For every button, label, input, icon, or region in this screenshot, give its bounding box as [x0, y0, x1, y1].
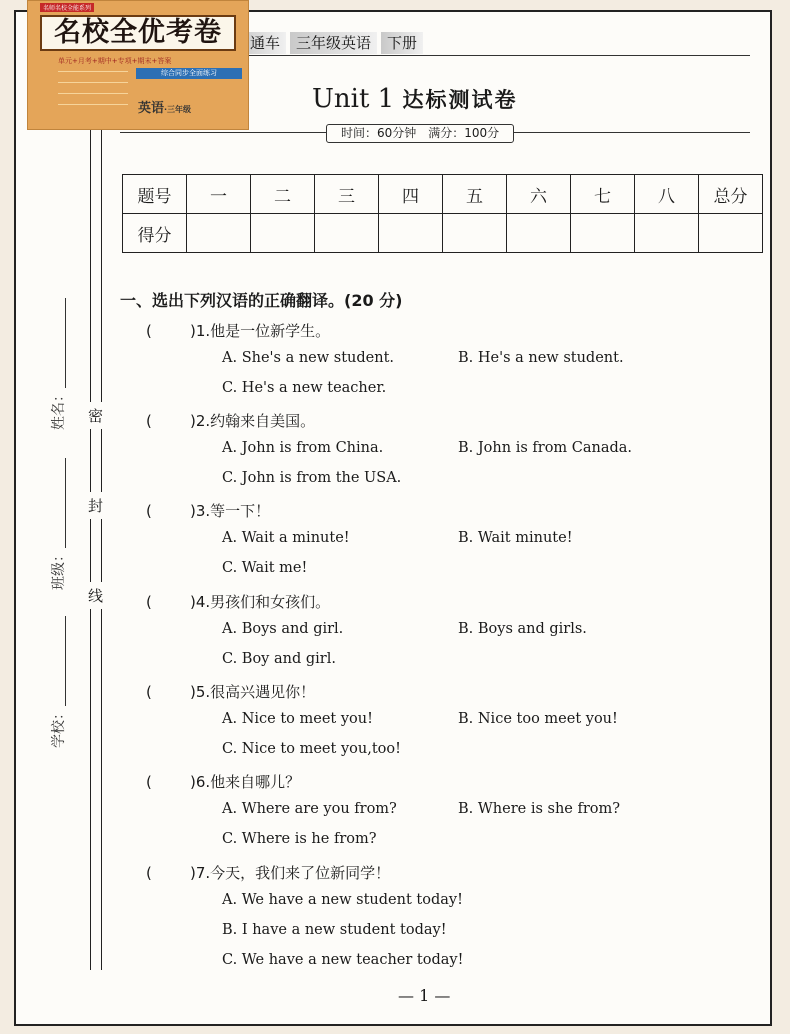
- option-b: B. Nice too meet you!: [458, 711, 618, 727]
- title-unit: Unit 1: [312, 84, 395, 114]
- binding-lines: [90, 130, 102, 970]
- option-a: A. Boys and girl.: [222, 621, 344, 637]
- page-title: [312, 84, 518, 114]
- option-c: C. We have a new teacher today!: [222, 952, 464, 968]
- table-header-cell: 六: [507, 175, 571, 214]
- answer-bracket[interactable]: (: [146, 593, 152, 611]
- score-cell[interactable]: [379, 214, 443, 253]
- table-header-cell: 二: [251, 175, 315, 214]
- cover-decor: [58, 71, 128, 115]
- score-cell[interactable]: [699, 214, 763, 253]
- table-header-cell: 八: [635, 175, 699, 214]
- name-field[interactable]: 姓名：: [48, 298, 68, 430]
- score-cell[interactable]: [571, 214, 635, 253]
- header-tabs: [236, 32, 427, 54]
- question-item: ( )2.约翰来自美国。: [146, 412, 316, 430]
- option-a: A. Where are you from?: [222, 801, 397, 817]
- answer-bracket[interactable]: (: [146, 864, 152, 882]
- option-a: A. John is from China.: [222, 440, 384, 456]
- table-header-cell: 五: [443, 175, 507, 214]
- question-item: ( )7.今天，我们来了位新同学！: [146, 864, 391, 882]
- answer-bracket[interactable]: (: [146, 412, 152, 430]
- header-rule: [240, 55, 750, 56]
- table-header-cell: 四: [379, 175, 443, 214]
- score-cell[interactable]: [507, 214, 571, 253]
- option-b: B. Boys and girls.: [458, 621, 587, 637]
- score-cell[interactable]: [251, 214, 315, 253]
- option-c: C. Boy and girl.: [222, 651, 336, 667]
- answer-bracket[interactable]: (: [146, 322, 152, 340]
- option-c: C. He's a new teacher.: [222, 380, 387, 396]
- table-header-cell: 一: [187, 175, 251, 214]
- option-c: C. Wait me!: [222, 560, 308, 576]
- score-table: [122, 174, 763, 253]
- score-cell[interactable]: [187, 214, 251, 253]
- tab-label: 三年级英语: [290, 32, 377, 54]
- option-b: B. I have a new student today!: [222, 922, 447, 938]
- option-b: B. He's a new student.: [458, 350, 624, 366]
- question-item: ( )6.他来自哪儿？: [146, 773, 301, 791]
- answer-bracket[interactable]: (: [146, 502, 152, 520]
- score-cell[interactable]: [315, 214, 379, 253]
- option-a: A. Wait a minute!: [222, 530, 350, 546]
- cover-subject: 英语·三年级: [138, 101, 192, 116]
- binding-mark: 线: [88, 582, 103, 609]
- school-field[interactable]: 学校：: [48, 616, 68, 748]
- book-cover: [27, 0, 249, 130]
- option-a: A. We have a new student today!: [222, 892, 463, 908]
- binding-mark: 密: [88, 402, 103, 429]
- option-c: C. Where is he from?: [222, 831, 377, 847]
- option-b: B. John is from Canada.: [458, 440, 633, 456]
- option-c: C. Nice to meet you,too!: [222, 741, 401, 757]
- class-field[interactable]: 班级：: [48, 458, 68, 590]
- question-item: ( )3.等一下！: [146, 502, 271, 520]
- page-number: — 1 —: [398, 986, 451, 1005]
- option-a: A. Nice to meet you!: [222, 711, 373, 727]
- score-cell[interactable]: [443, 214, 507, 253]
- score-row-label: 得分: [123, 214, 187, 253]
- option-b: B. Where is she from?: [458, 801, 621, 817]
- table-header-cell: 题号: [123, 175, 187, 214]
- table-header-cell: 七: [571, 175, 635, 214]
- tab-label: 下册: [381, 32, 423, 54]
- table-row: [123, 214, 763, 253]
- table-header-cell: 三: [315, 175, 379, 214]
- question-item: ( )4.男孩们和女孩们。: [146, 593, 331, 611]
- question-item: ( )5.很高兴遇见你！: [146, 683, 316, 701]
- score-cell[interactable]: [635, 214, 699, 253]
- option-c: C. John is from the USA.: [222, 470, 402, 486]
- cover-band: 综合同步全面练习: [136, 68, 242, 79]
- time-info: 时间：60分钟 满分：100分: [326, 124, 514, 143]
- table-row: [123, 175, 763, 214]
- option-a: A. She's a new student.: [222, 350, 395, 366]
- binding-mark: 封: [88, 492, 103, 519]
- section-heading: 一、选出下列汉语的正确翻译。(20 分): [120, 291, 403, 310]
- tab-label: 通车: [236, 32, 286, 54]
- title-cn: 达标测试卷: [402, 88, 518, 112]
- cover-series: 名师名校全能系列: [40, 3, 94, 12]
- answer-bracket[interactable]: (: [146, 683, 152, 701]
- answer-bracket[interactable]: (: [146, 773, 152, 791]
- exam-page: [14, 10, 772, 1026]
- cover-brand: 名校全优考卷: [40, 15, 236, 51]
- option-b: B. Wait minute!: [458, 530, 573, 546]
- cover-tagline: 单元+月考+期中+专项+期末+答案: [58, 57, 172, 65]
- question-item: ( )1.他是一位新学生。: [146, 322, 331, 340]
- table-header-cell: 总分: [699, 175, 763, 214]
